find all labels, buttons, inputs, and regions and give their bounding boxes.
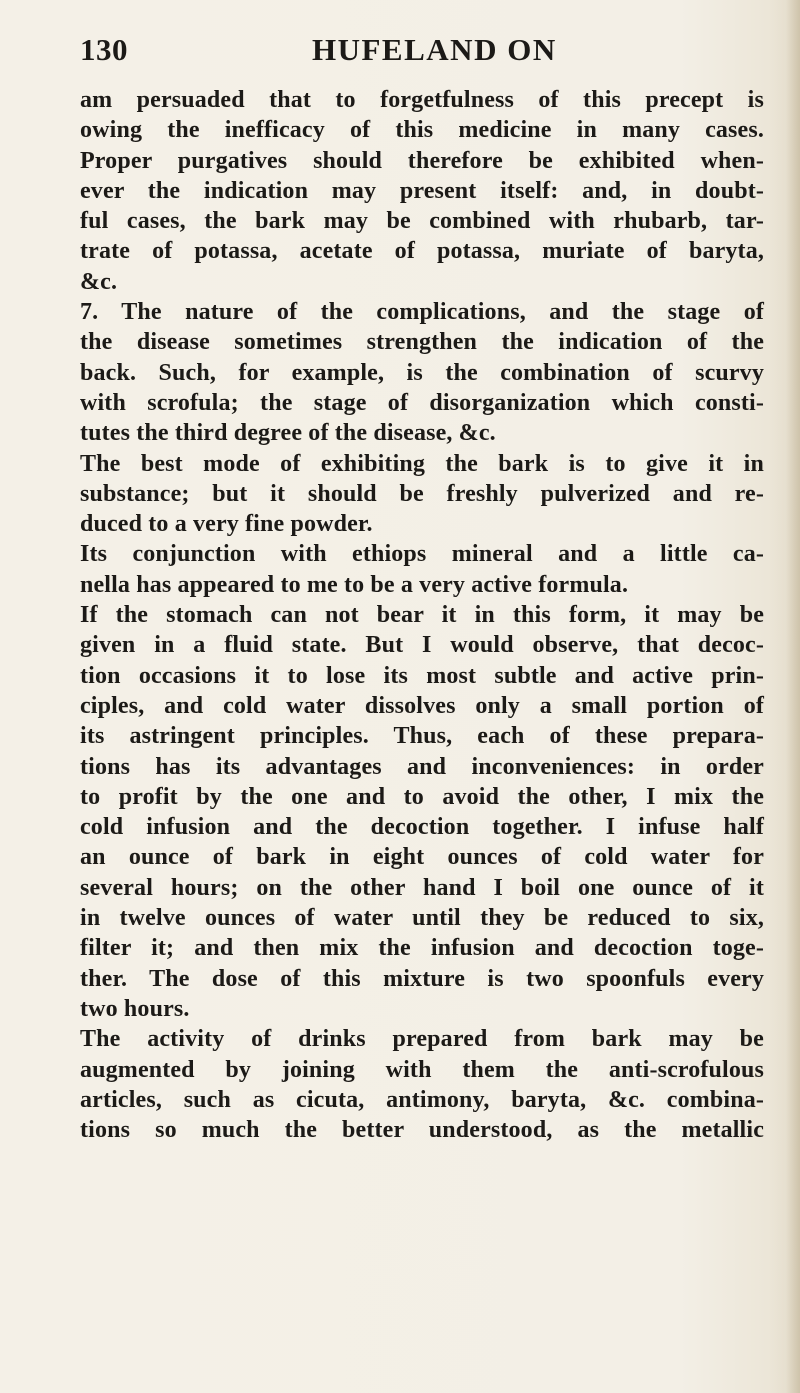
text-line: 7. The nature of the complications, and the stage of [80,299,764,326]
text-line: tions so much the better understood, as the metallic [80,1117,764,1144]
text-line: The best mode of exhibiting the bark is to give it in [80,450,764,477]
text-line: cold infusion and the decoction together. I infuse half [80,814,764,841]
page-edge-shadow [786,0,800,1393]
text-line: tions has its advantages and inconveniences: in order [80,753,764,780]
page-header [80,30,760,70]
text-line: Proper purgatives should therefore be exhibited when- [80,147,764,174]
text-line: tion occasions it to lose its most subtle and active prin- [80,662,764,689]
text-line: with scrofula; the stage of disorganization which consti- [80,389,764,416]
text-line: two hours. [80,995,190,1022]
text-line: given in a fluid state. But I would observe, that decoc- [80,632,764,659]
text-line: ciples, and cold water dissolves only a small portion of [80,692,764,719]
text-line: Its conjunction with ethiops mineral and a little ca- [80,541,764,568]
text-line: am persuaded that to forgetfulness of this precept is [80,87,764,113]
text-line: an ounce of bark in eight ounces of cold water for [80,844,764,871]
text-line: duced to a very fine powder. [80,511,373,538]
running-head: HUFELAND ON [312,32,557,67]
text-line: in twelve ounces of water until they be reduced to six, [80,905,764,932]
text-line: substance; but it should be freshly pulverized and re- [80,480,764,507]
text-line: its astringent principles. Thus, each of these prepara- [80,723,764,750]
text-line: nella has appeared to me to be a very active formula. [80,571,629,598]
text-line: owing the inefficacy of this medicine in many cases. [80,117,764,144]
text-line: the disease sometimes strengthen the indication of the [80,329,764,356]
text-line: tutes the third degree of the disease, &c. [80,420,496,447]
text-line: The activity of drinks prepared from bark may be [80,1026,764,1053]
text-line: &c. [80,268,118,295]
text-line: augmented by joining with them the anti-scrofulous [80,1056,764,1083]
text-line: ever the indication may present itself: and, in doubt- [80,177,764,204]
text-line: ful cases, the bark may be combined with rhubarb, tar- [80,208,764,235]
text-line: to profit by the one and to avoid the other, I mix the [80,783,764,810]
text-line: back. Such, for example, is the combination of scurvy [80,359,764,386]
text-line: If the stomach can not bear it in this form, it may be [80,602,764,629]
text-line: several hours; on the other hand I boil one ounce of it [80,874,764,901]
body-text [80,85,764,1145]
text-line: trate of potassa, acetate of potassa, muriate of baryta, [80,238,764,265]
text-line: filter it; and then mix the infusion and decoction toge- [80,935,764,962]
page-number: 130 [80,32,128,67]
text-line: articles, such as cicuta, antimony, baryta, &c. combina- [80,1086,764,1113]
text-line: ther. The dose of this mixture is two spoonfuls every [80,965,764,992]
